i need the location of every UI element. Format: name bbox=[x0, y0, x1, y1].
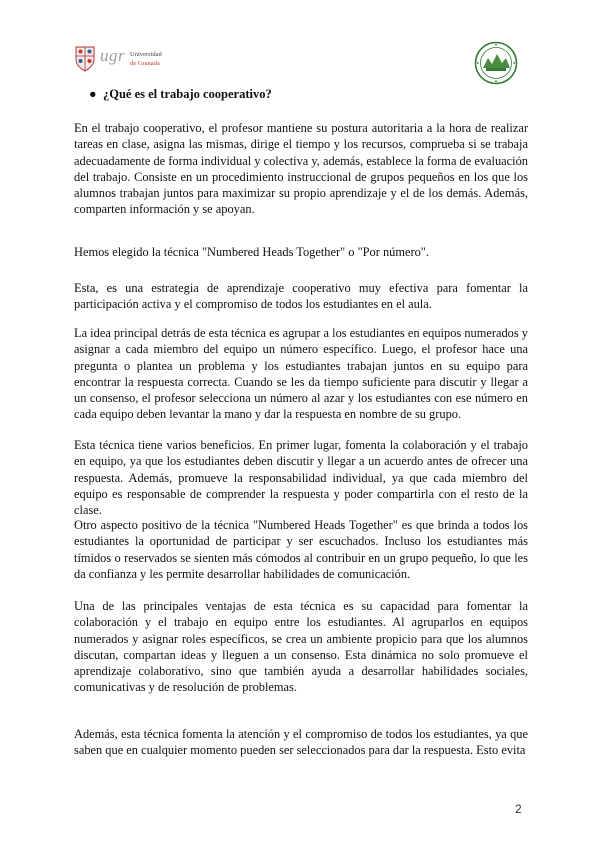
university-name-line1: Universidad bbox=[130, 51, 162, 58]
university-name bbox=[130, 50, 162, 68]
logo-mark: ugr bbox=[100, 46, 126, 65]
university-logo bbox=[74, 44, 184, 74]
paragraph-2: Hemos elegido la técnica "Numbered Heads Together" o "Por número". bbox=[74, 245, 429, 259]
university-name-line2: de Granada bbox=[130, 60, 160, 67]
paragraph-7: Una de las principales ventajas de esta técnica es su capacidad para fomentar la colaboración y el trabajo en equipo entre los estudiantes. Al agruparlos en equipos numerados y asignar roles específicos, se crea un ambiente propicio para que los alumnos discutan, compartan ideas y lleguen a un consenso. Esta dinámica no solo promueve el aprendizaje colaborativo, sino que también ayuda a desarrollar habilidades sociales, comunicativas y de resolución de problemas. bbox=[74, 599, 528, 695]
bullet-icon: ● bbox=[89, 87, 97, 101]
paragraph-5: Esta técnica tiene varios beneficios. En primer lugar, fomenta la colaboración y el trabajo en equipo, ya que los estudiantes deben discutir y llegar a un acuerdo antes de ofrecer una respuesta. Además, promueve la responsabilidad individual, ya que cada miembro del equipo es responsable de comprender la respuesta y poder compartirla con el resto de la clase. bbox=[74, 438, 528, 518]
paragraph-1: En el trabajo cooperativo, el profesor mantiene su postura autoritaria a la hora de realizar tareas en clase, asigna las mismas, dirige el tiempo y los recursos, comprueba si se trabaja adecuadamente de forma individual y colectiva y, además, establece la forma de evaluación del trabajo. Consiste en un procedimiento instruccional de grupos pequeños en los que los alumnos trabajan juntos para maximizar su propio aprendizaje y el de los demás. Además, comparten información y se apoyan. bbox=[74, 121, 528, 217]
paragraph-8: Además, esta técnica fomenta la atención y el compromiso de todos los estudiantes, ya que saben que en cualquier momento pueden ser seleccionados para dar la respuesta. Esto evita bbox=[74, 727, 528, 758]
page-number: 2 bbox=[515, 802, 522, 816]
paragraph-3: Esta, es una estrategia de aprendizaje cooperativo muy efectiva para fomentar la participación activa y el compromiso de todos los estudiantes en el aula. bbox=[74, 281, 528, 312]
paragraph-4: La idea principal detrás de esta técnica es agrupar a los estudiantes en equipos numerados y asignar a cada miembro del equipo un número específico. Luego, el profesor hace una pregunta o plantea un problema y los estudiantes trabajan juntos en su equipo para encontrar la respuesta correcta. Cuando se les da tiempo suficiente para discutir y llegar a un consenso, el profesor selecciona un número al azar y los estudiantes con ese número en cada equipo deben levantar la mano y dar la respuesta en nombre de su grupo. bbox=[74, 326, 528, 422]
crest-icon bbox=[74, 44, 96, 72]
heading-text: ¿Qué es el trabajo cooperativo? bbox=[103, 87, 272, 101]
section-heading bbox=[89, 87, 272, 102]
faculty-seal-icon bbox=[474, 41, 518, 85]
paragraph-6: Otro aspecto positivo de la técnica "Numbered Heads Together" es que brinda a todos los estudiantes la oportunidad de participar y ser escuchados. Incluso los estudiantes más tímidos o reservados se sienten más cómodos al contribuir en un grupo pequeño, lo que les da confianza y les permite desarrollar habilidades de comunicación. bbox=[74, 518, 528, 581]
